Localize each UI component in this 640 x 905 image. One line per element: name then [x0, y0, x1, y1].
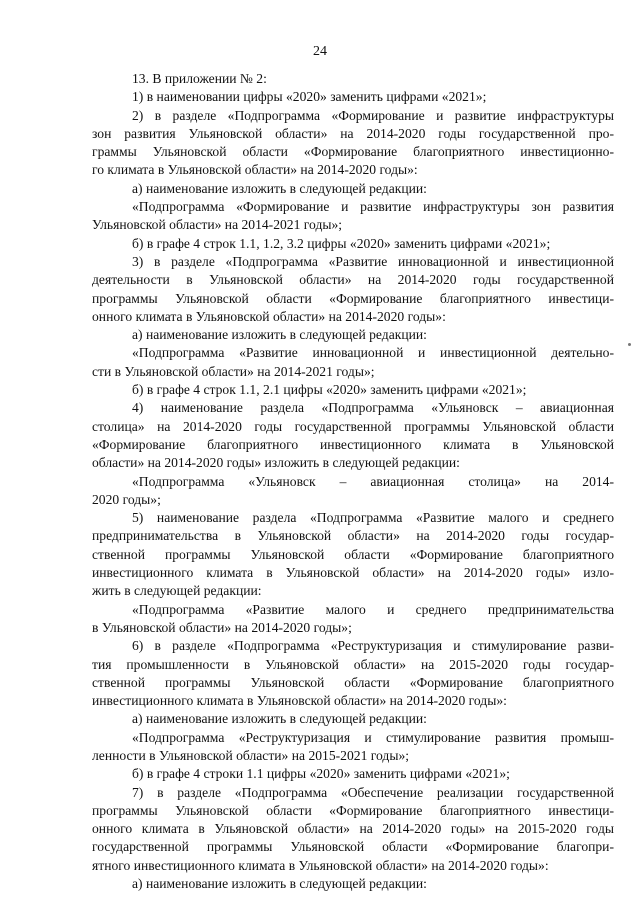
text-line: «Формирование благоприятного инвестиционного климата в Ульяновской	[92, 436, 614, 452]
document-body	[92, 70, 614, 893]
text-line: 1) в наименовании цифры «2020» заменить цифрами «2021»;	[132, 89, 487, 105]
text-line: зон развития Ульяновской области» на 2014-2020 годы государственной про-	[92, 125, 614, 141]
paragraph	[92, 88, 614, 106]
text-line: области» на 2014-2020 годы» изложить в следующей редакции:	[92, 455, 460, 471]
text-line: «Подпрограмма «Развитие инновационной и инвестиционной деятельно-	[132, 345, 614, 361]
paragraph	[92, 637, 614, 710]
paragraph	[92, 326, 614, 344]
text-line: «Подпрограмма «Ульяновск – авиационная столица» на 2014-	[132, 473, 614, 489]
paragraph	[92, 253, 614, 326]
text-line: государственной программы Ульяновской области «Формирование благопри-	[92, 839, 614, 855]
paragraph	[92, 729, 614, 766]
paragraph	[92, 473, 614, 510]
page-number: 24	[313, 44, 327, 59]
text-line: 5) наименование раздела «Подпрограмма «Развитие малого и среднего	[132, 510, 614, 526]
paragraph	[92, 70, 614, 88]
text-line: ственной программы Ульяновской области «Формирование благоприятного	[92, 674, 614, 690]
text-line: 3) в разделе «Подпрограмма «Развитие инновационной и инвестиционной	[132, 253, 614, 269]
text-line: «Подпрограмма «Формирование и развитие инфраструктуры зон развития	[132, 199, 614, 215]
text-line: а) наименование изложить в следующей редакции:	[132, 876, 427, 892]
text-line: тия промышленности в Ульяновской области» на 2015-2020 годы государ-	[92, 656, 614, 672]
paragraph	[92, 180, 614, 198]
text-line: сти в Ульяновской области» на 2014-2021 годы»;	[92, 363, 375, 379]
text-line: столица» на 2014-2020 годы государственной программы Ульяновской области	[92, 418, 614, 434]
paragraph	[92, 399, 614, 472]
paragraph	[92, 509, 614, 600]
text-line: 7) в разделе «Подпрограмма «Обеспечение реализации государственной	[132, 784, 614, 800]
text-line: 4) наименование раздела «Подпрограмма «Ульяновск – авиационная	[132, 400, 614, 416]
text-line: инвестиционного климата в Ульяновской области» на 2014-2020 годы»:	[92, 693, 507, 709]
text-line: граммы Ульяновской области «Формирование благоприятного инвестиционно-	[92, 144, 614, 160]
scan-dot	[628, 343, 631, 346]
text-line: 2020 годы»;	[92, 491, 161, 507]
text-line: 2) в разделе «Подпрограмма «Формирование и развитие инфраструктуры	[132, 107, 614, 123]
text-line: ятного инвестиционного климата в Ульяновской области» на 2014-2020 годы»:	[92, 857, 549, 873]
paragraph	[92, 381, 614, 399]
text-line: а) наименование изложить в следующей редакции:	[132, 180, 427, 196]
text-line: «Подпрограмма «Развитие малого и среднего предпринимательства	[132, 601, 614, 617]
text-line: 13. В приложении № 2:	[132, 71, 267, 86]
text-line: ленности в Ульяновской области» на 2015-2021 годы»;	[92, 747, 410, 763]
text-line: программы Ульяновской области «Формирование благоприятного инвестици-	[92, 290, 614, 306]
text-line: б) в графе 4 строк 1.1, 1.2, 3.2 цифры «2020» заменить цифрами «2021»;	[132, 235, 551, 251]
text-line: ственной программы Ульяновской области «Формирование благоприятного	[92, 546, 614, 562]
text-line: онного климата в Ульяновской области» на 2014-2020 годы» на 2015-2020 годы	[92, 821, 614, 837]
paragraph	[92, 198, 614, 235]
paragraph	[92, 107, 614, 180]
text-line: б) в графе 4 строки 1.1 цифры «2020» заменить цифрами «2021»;	[132, 766, 510, 782]
paragraph	[92, 765, 614, 783]
paragraph	[92, 784, 614, 875]
text-line: в Ульяновской области» на 2014-2020 годы»;	[92, 619, 352, 635]
text-line: Ульяновской области» на 2014-2021 годы»;	[92, 217, 343, 233]
paragraph	[92, 601, 614, 638]
text-line: программы Ульяновской области «Формирование благоприятного инвестици-	[92, 802, 614, 818]
paragraph	[92, 710, 614, 728]
text-line: деятельности в Ульяновской области» на 2014-2020 годы государственной	[92, 272, 614, 288]
text-line: предпринимательства в Ульяновской области» на 2014-2020 годы государ-	[92, 528, 614, 544]
text-line: «Подпрограмма «Реструктуризация и стимулирование развития промыш-	[132, 729, 614, 745]
paragraph	[92, 875, 614, 893]
paragraph	[92, 235, 614, 253]
text-line: онного климата в Ульяновской области» на 2014-2020 годы»:	[92, 308, 446, 324]
paragraph	[92, 344, 614, 381]
text-line: инвестиционного климата в Ульяновской области» на 2014-2020 годы» изло-	[92, 565, 614, 581]
text-line: а) наименование изложить в следующей редакции:	[132, 711, 427, 727]
text-line: а) наименование изложить в следующей редакции:	[132, 327, 427, 343]
text-line: жить в следующей редакции:	[92, 583, 262, 599]
text-line: го климата в Ульяновской области» на 2014-2020 годы»:	[92, 162, 418, 178]
text-line: б) в графе 4 строк 1.1, 2.1 цифры «2020» заменить цифрами «2021»;	[132, 382, 527, 398]
text-line: 6) в разделе «Подпрограмма «Реструктуризация и стимулирование разви-	[132, 638, 614, 654]
